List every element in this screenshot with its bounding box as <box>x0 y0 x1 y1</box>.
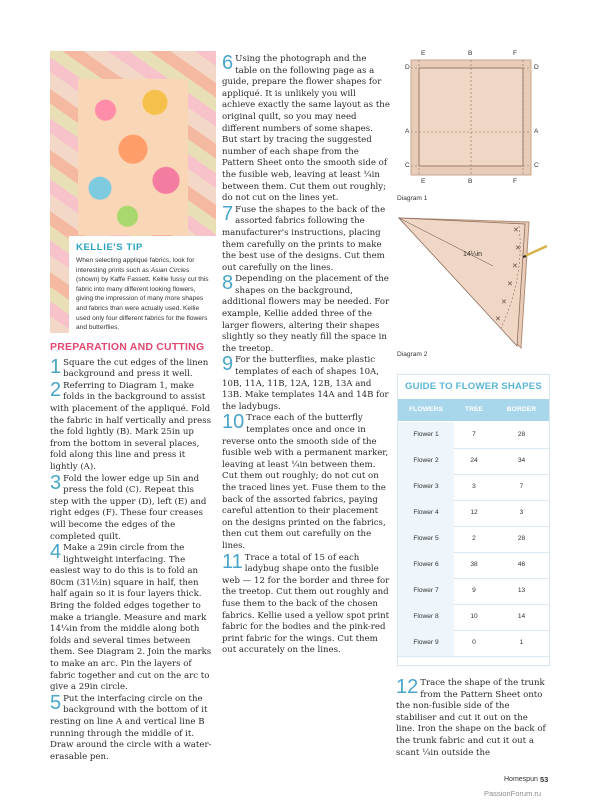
step-4 <box>50 543 215 694</box>
label-e-top: E <box>421 50 426 57</box>
cell-border: 28 <box>517 535 526 542</box>
step-3 <box>50 471 215 544</box>
page-number: 53 <box>540 775 549 784</box>
step-text: Trace each of the butterfly templates once and once in reverse onto the smooth side of the fusible web with a permanent marker, leaving at least ¼in between them. Cut them out roughly; do not cut on the traced lines yet. Fuse them to the back of the assorted fabrics, paying careful attention to their placement on the designs printed on the fabrics, then cut them out carefully on the lines. <box>222 413 389 551</box>
magazine-name: Homespun <box>504 776 538 783</box>
step-number: 1 <box>50 355 62 378</box>
label-a-left: A <box>405 128 410 135</box>
step-number: 5 <box>50 691 62 714</box>
cell-tree: 12 <box>470 509 478 516</box>
cell-border: 13 <box>517 587 526 594</box>
step-text: Make a 29in circle from the lightweight interfacing. The easiest way to do this is to fold an 80cm (31½in) square in half, then half again so it is four layers thick. Bring the folded edges together to make a triangle. Measure and mark 14¼in from the middle along both folds and several times between them. See Diagram 2. Join the marks to make an arc. Pin the layers of fabric together and cut on the arc to give a 29in circle. <box>50 543 212 693</box>
tip-body-text-2: (shown) by Kaffe Fassett. Kellie fussy cut this fabric into many different looking flowers, giving the impression of many more shapes and fabrics than were actually used. Kellie used only four different fabrics for the flowers and butterflies. <box>76 276 209 332</box>
measure-label: 14¼in <box>463 251 483 258</box>
diagram-2-caption: Diagram 2 <box>397 351 428 358</box>
cell-tree: 2 <box>472 535 476 542</box>
watermark: PassionForum.ru <box>484 789 542 798</box>
diagram-1 <box>397 50 545 190</box>
cell-tree: 24 <box>470 457 478 464</box>
label-e-bottom: E <box>421 178 426 185</box>
step-12 <box>396 678 548 759</box>
step-number: 2 <box>50 378 62 401</box>
step-text: Trace a total of 15 of each ladybug shape onto the fusible web — 12 for the border and three for the treetop. Cut them out roughly and fuse them to the back of the chosen fabrics. Kellie used a yellow spot print fabric for the bodies and the pink-red print fabric for the wings. Cut them out accurately on the lines. <box>222 552 390 656</box>
table-title: GUIDE TO FLOWER SHAPES <box>398 375 549 399</box>
svg-text:✕: ✕ <box>515 245 521 252</box>
diagram-2-drawing <box>397 206 547 356</box>
label-a-right: A <box>534 128 539 135</box>
cell-border: 46 <box>517 561 526 568</box>
step-1 <box>50 355 215 381</box>
tip-body-text: When selecting appliqué fabrics, look for interesting prints such as <box>76 257 195 274</box>
table-header <box>398 399 549 421</box>
section-heading: PREPARATION AND CUTTING <box>50 341 205 353</box>
header-flowers: FLOWERS <box>409 406 443 413</box>
step-text: Trace the shape of the trunk from the Pattern Sheet onto the non-fusible side of the stabiliser and cut it out on the line. Iron the shape on the back of the trunk fabric and cut it out a scant ¼in outside the <box>396 678 546 758</box>
label-b-top: B <box>468 50 473 57</box>
cell-border: 7 <box>519 483 524 490</box>
step-number: 7 <box>222 202 234 225</box>
cell-flower: Flower 6 <box>398 552 454 578</box>
step-number: 8 <box>222 272 234 295</box>
cell-flower: Flower 5 <box>398 526 454 552</box>
label-c-right: C <box>534 162 539 169</box>
step-11 <box>222 550 390 657</box>
header-tree: TREE <box>464 406 484 413</box>
tip-body <box>76 256 214 333</box>
cell-tree: 0 <box>472 639 476 646</box>
cell-tree: 38 <box>470 561 478 568</box>
diagram-2 <box>397 206 547 356</box>
label-d-left: D <box>405 64 410 71</box>
table-row <box>398 552 549 579</box>
step-7 <box>222 202 390 275</box>
cell-border: 14 <box>517 613 526 620</box>
cell-border: 3 <box>519 509 524 516</box>
svg-text:✕: ✕ <box>495 316 501 323</box>
cell-flower: Flower 7 <box>398 578 454 604</box>
column-1 <box>50 342 215 763</box>
step-text: Referring to Diagram 1, make folds in the background to assist with placement of the appliqué. Fold the fabric in half vertically and press the fold lightly (B). Mark 25in up from the bottom in several places, fold along this line and press it lightly (A). <box>50 380 212 472</box>
step-text: For the butterflies, make plastic templates of each of shapes 10A, 10B, 11A, 11B, 12A, 12B, 13A and 13B. Make templates 14A and 14B for the ladybugs. <box>222 355 389 412</box>
cell-border: 28 <box>517 431 526 438</box>
step-number: 3 <box>50 471 62 494</box>
step-2 <box>50 378 215 474</box>
step-text: Fuse the shapes to the back of the assorted fabrics following the manufacturer's instructions, placing them carefully on the prints to make the best use of the designs. Cut them out carefully on the lines. <box>222 204 386 273</box>
label-f-bottom: F <box>513 178 518 185</box>
label-b-bottom: B <box>468 178 473 185</box>
label-d-right: D <box>534 64 539 71</box>
table-row <box>398 578 549 605</box>
svg-text:✕: ✕ <box>501 299 507 306</box>
column-3 <box>396 678 548 759</box>
table-row <box>398 526 549 553</box>
column-2 <box>222 54 390 657</box>
tip-title: KELLIE'S TIP <box>76 242 143 253</box>
table-row <box>398 422 549 449</box>
step-text: Square the cut edges of the linen background and press it well. <box>63 357 209 380</box>
cell-flower: Flower 1 <box>398 422 454 448</box>
cell-flower: Flower 8 <box>398 604 454 630</box>
flower-shapes-table <box>397 374 550 666</box>
cell-tree: 9 <box>472 587 476 594</box>
cell-flower: Flower 3 <box>398 474 454 500</box>
step-5 <box>50 691 215 764</box>
label-f-top: F <box>513 50 518 57</box>
table-row <box>398 630 549 657</box>
header-border: BORDER <box>506 406 537 413</box>
cell-border: 1 <box>519 639 524 646</box>
tip-card <box>69 236 221 340</box>
step-number: 6 <box>222 52 234 74</box>
step-number: 10 <box>222 411 245 434</box>
fabric-photo <box>78 79 188 235</box>
cell-flower: Flower 2 <box>398 448 454 474</box>
cell-tree: 7 <box>472 431 476 438</box>
tip-fabric-name: Asian Circles <box>150 266 190 274</box>
diagram-1-caption: Diagram 1 <box>397 195 428 202</box>
svg-text:✕: ✕ <box>513 227 519 234</box>
step-number: 4 <box>50 541 62 564</box>
step-text: Fold the lower edge up 5in and press the fold (C). Repeat this step with the upper (D), left (E) and right edges (F). These four creases will become the edges of the completed quilt. <box>50 473 207 542</box>
table-row <box>398 448 549 475</box>
step-text: Depending on the placement of the shapes on the background, additional flowers may be needed. For example, Kellie added three of the larger flowers, altering their shapes slightly so they neatly fill the space in the treetop. <box>222 274 390 354</box>
cell-flower: Flower 4 <box>398 500 454 526</box>
step-text: Put the interfacing circle on the background with the bottom of it resting on line A and vertical line B running through the middle of it. Draw around the circle with a water-erasable pen. <box>50 693 212 762</box>
step-10 <box>222 413 390 552</box>
step-9 <box>222 355 390 413</box>
label-c-left: C <box>405 162 410 169</box>
table-row <box>398 604 549 631</box>
step-text: Using the photograph and the table on the following page as a guide, prepare the flower shapes for appliqué. It is unlikely you will achieve exactly the same layout as the original quilt, so you may need different numbers of some shapes. But start by tracing the suggested number of each shape from the Pattern Sheet onto the smooth side of the fusible web, leaving at least ¼in between them. Cut them out roughly; do not cut on the lines yet. <box>222 54 390 204</box>
cell-tree: 10 <box>470 613 478 620</box>
cell-tree: 3 <box>472 483 476 490</box>
diagram-1-drawing <box>397 50 545 190</box>
cell-border: 34 <box>517 457 526 464</box>
step-number: 9 <box>222 353 234 376</box>
svg-text:✕: ✕ <box>512 263 518 270</box>
kellies-tip-box <box>50 51 216 333</box>
step-8 <box>222 274 390 355</box>
step-6 <box>222 54 390 205</box>
svg-text:✕: ✕ <box>507 281 513 288</box>
table-row <box>398 500 549 527</box>
step-number: 11 <box>222 550 243 573</box>
table-row <box>398 474 549 501</box>
cell-flower: Flower 9 <box>398 630 454 656</box>
step-number: 12 <box>396 676 419 698</box>
